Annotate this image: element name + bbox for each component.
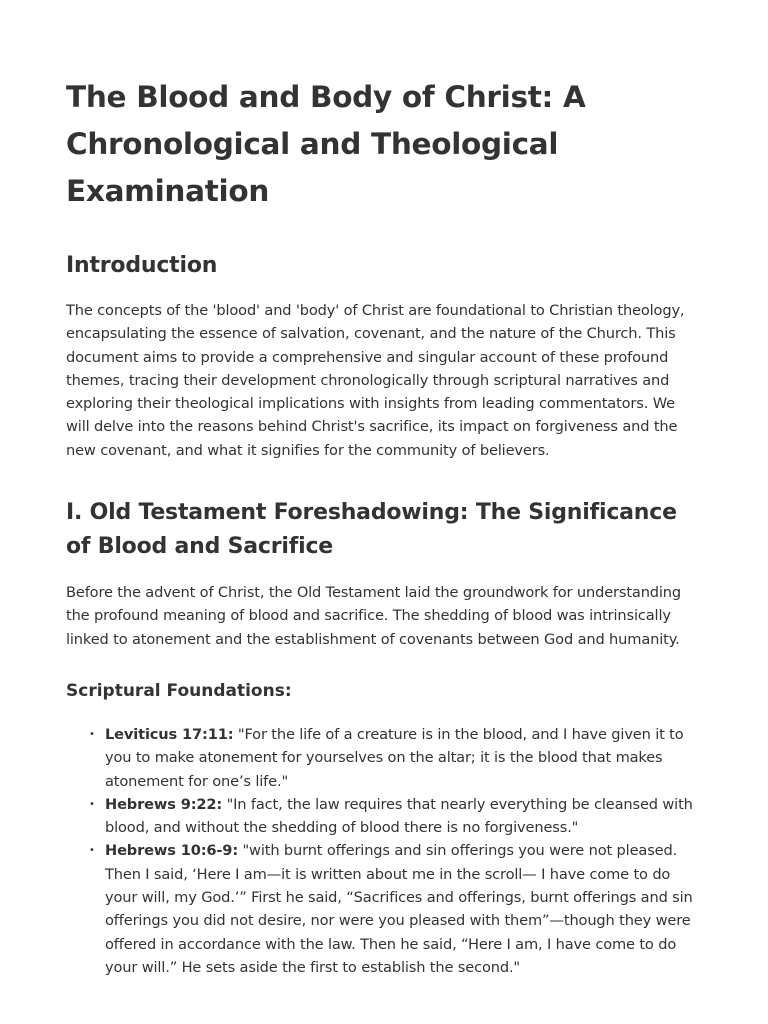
bullet-icon: •: [89, 728, 95, 740]
document-title: The Blood and Body of Christ: A Chronological and Theological Examination: [66, 80, 586, 208]
verse-reference: Leviticus 17:11:: [105, 725, 234, 743]
verse-reference: Hebrews 9:22:: [105, 795, 223, 813]
section-1-paragraph: Before the advent of Christ, the Old Testament laid the groundwork for understanding the profound meaning of blood and sacrifice. The shedding of blood was intrinsically linked to atonement and the establishment of covenants between God and humanity.: [66, 584, 682, 648]
introduction-paragraph: The concepts of the 'blood' and 'body' of Christ are foundational to Christian theology, encapsulating the essence of salvation, covenant, and the nature of the Church. This document aims to provide a comprehensive and singular account of these profound themes, tracing their development chronologically through scriptural narratives and exploring their theological implications with insights from leading commentators. We will delve into the reasons behind Christ's sacrifice, its impact on forgiveness and the new covenant, and what it signifies for the community of believers.: [66, 302, 685, 459]
verse-reference: Hebrews 10:6-9:: [105, 842, 238, 860]
verse-list: [66, 723, 702, 979]
section-1-heading: I. Old Testament Foreshadowing: The Significance of Blood and Sacrifice: [66, 500, 677, 560]
bullet-icon: •: [89, 845, 95, 857]
list-item: [89, 793, 702, 840]
introduction-heading: Introduction: [66, 253, 218, 278]
bullet-icon: •: [89, 798, 95, 810]
list-item: [89, 839, 702, 979]
scriptural-foundations-heading: Scriptural Foundations:: [66, 680, 292, 701]
verse-text: "with burnt offerings and sin offerings you were not pleased. Then I said, ‘Here I am—it is written about me in the scroll— I have come to do your will, my God.’” First he said, “Sacrifices and offerings, burnt offerings and sin offerings you did not desire, nor were you pleased with them”—though they were offered in accordance with the law. Then he said, “Here I am, I have come to do your will.” He sets aside the first to establish the second.": [105, 842, 693, 976]
verse-text: "In fact, the law requires that nearly everything be cleansed with blood, and without the shedding of blood there is no forgiveness.": [105, 795, 693, 837]
verse-text: "For the life of a creature is in the blood, and I have given it to you to make atonement for yourselves on the altar; it is the blood that makes atonement for one’s life.": [105, 725, 684, 790]
list-item: [89, 723, 702, 793]
